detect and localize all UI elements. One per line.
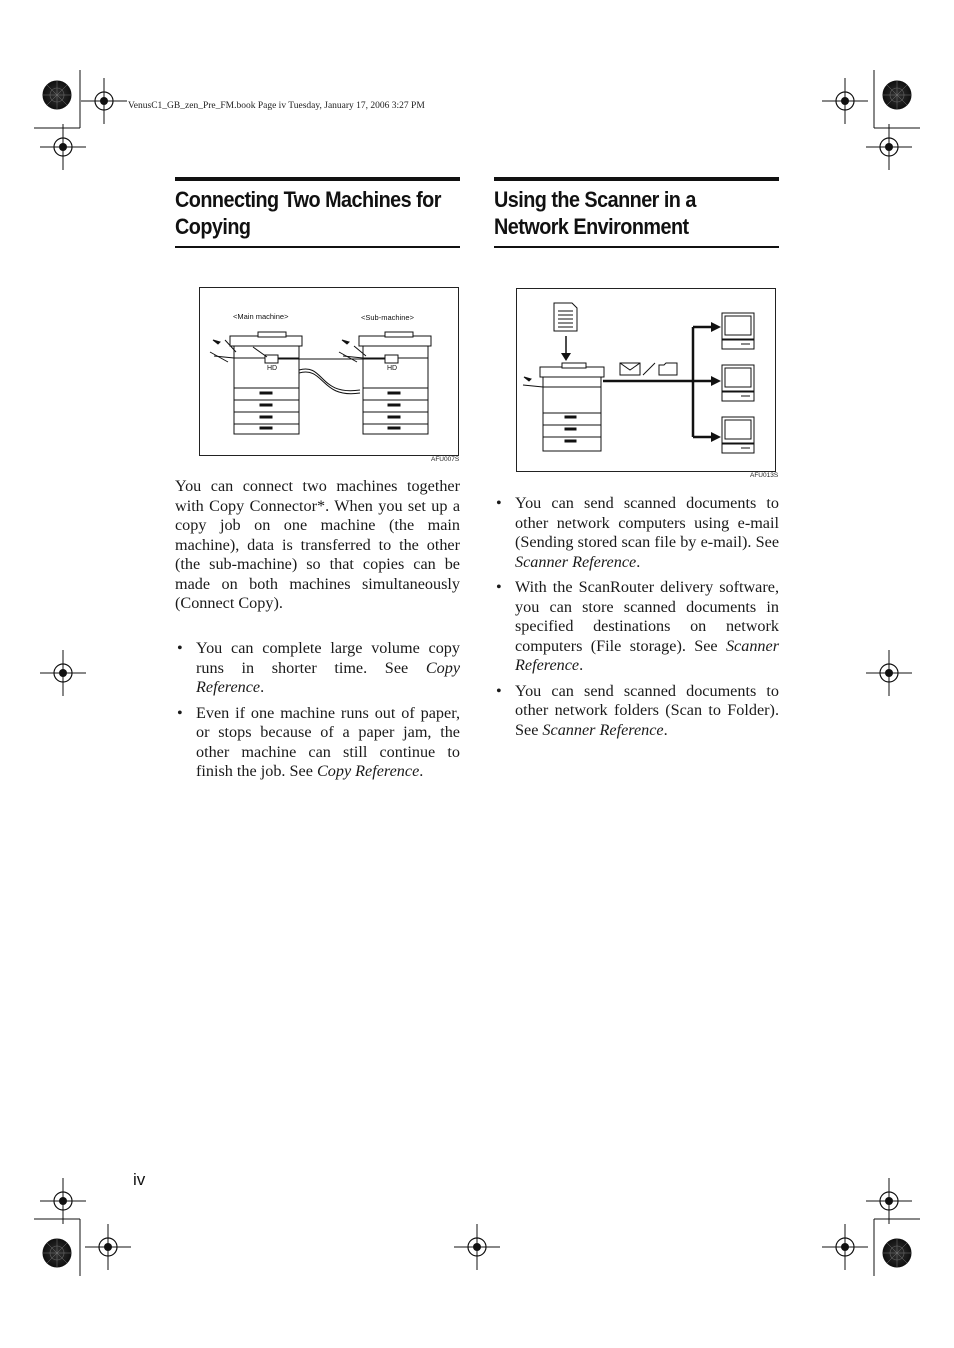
left-intro-paragraph: You can connect two machines together with Copy Connector*. When you set up a copy job on one machine (the main machine), data is transferred to the other (the sub-machine) so that copies can be made on both machines simultaneously (Connect Copy).: [175, 477, 460, 612]
computer-icon: [722, 365, 754, 401]
two-machines-illustration: [200, 288, 458, 455]
main-hd-label: HD: [267, 365, 278, 372]
right-heading-top-rule: [494, 177, 779, 181]
list-item: • With the ScanRouter delivery software, you can store scanned documents in specified destinations on network computers (File storage). See Scanner Reference.: [496, 578, 779, 674]
mail-icon: [620, 363, 640, 375]
sub-machine-icon: [339, 332, 431, 434]
sub-hd-label: HD: [387, 365, 398, 372]
file-header: VenusC1_GB_zen_Pre_FM.book Page iv Tuesday, January 17, 2006 3:27 PM: [128, 101, 425, 111]
list-item: • You can send scanned documents to other network computers using e-mail (Sending stored scan file by e-mail). See Scanner Reference.: [496, 494, 779, 571]
network-scanner-figure: [516, 288, 776, 472]
right-section-heading: Using the Scanner in a Network Environment: [494, 187, 696, 239]
computer-icon: [722, 417, 754, 453]
slash-divider: [643, 363, 655, 375]
document-icon: [554, 303, 577, 331]
list-item: • You can complete large volume copy runs in shorter time. See Copy Reference.: [177, 639, 460, 696]
computer-icon: [722, 313, 754, 349]
right-figure-code: AFU013S: [750, 472, 779, 479]
left-heading-bottom-rule: [175, 246, 460, 248]
left-heading-top-rule: [175, 177, 460, 181]
network-lines: [603, 327, 712, 437]
scanner-machine-icon: [523, 363, 604, 451]
list-item: • You can send scanned documents to other network folders (Scan to Folder). See Scanner Reference.: [496, 681, 779, 739]
copy-connector-figure: [199, 287, 459, 456]
list-item: • Even if one machine runs out of paper, or stops because of a paper jam, the other machine can still continue to finish the job. See Copy Reference.: [177, 703, 460, 780]
network-illustration: [517, 289, 775, 471]
page-number: iv: [133, 1170, 146, 1189]
sub-machine-label: <Sub-machine>: [361, 313, 414, 322]
arrow-down-icon: [561, 353, 571, 361]
left-section-heading: Connecting Two Machines for Copying: [175, 187, 441, 239]
main-machine-icon: [210, 332, 302, 434]
main-machine-label: <Main machine>: [233, 312, 289, 321]
right-bullet-list: [494, 494, 779, 746]
left-figure-code: AFU007S: [431, 456, 460, 463]
left-bullet-list: [175, 639, 460, 788]
right-heading-bottom-rule: [494, 246, 779, 248]
folder-icon: [659, 363, 677, 375]
